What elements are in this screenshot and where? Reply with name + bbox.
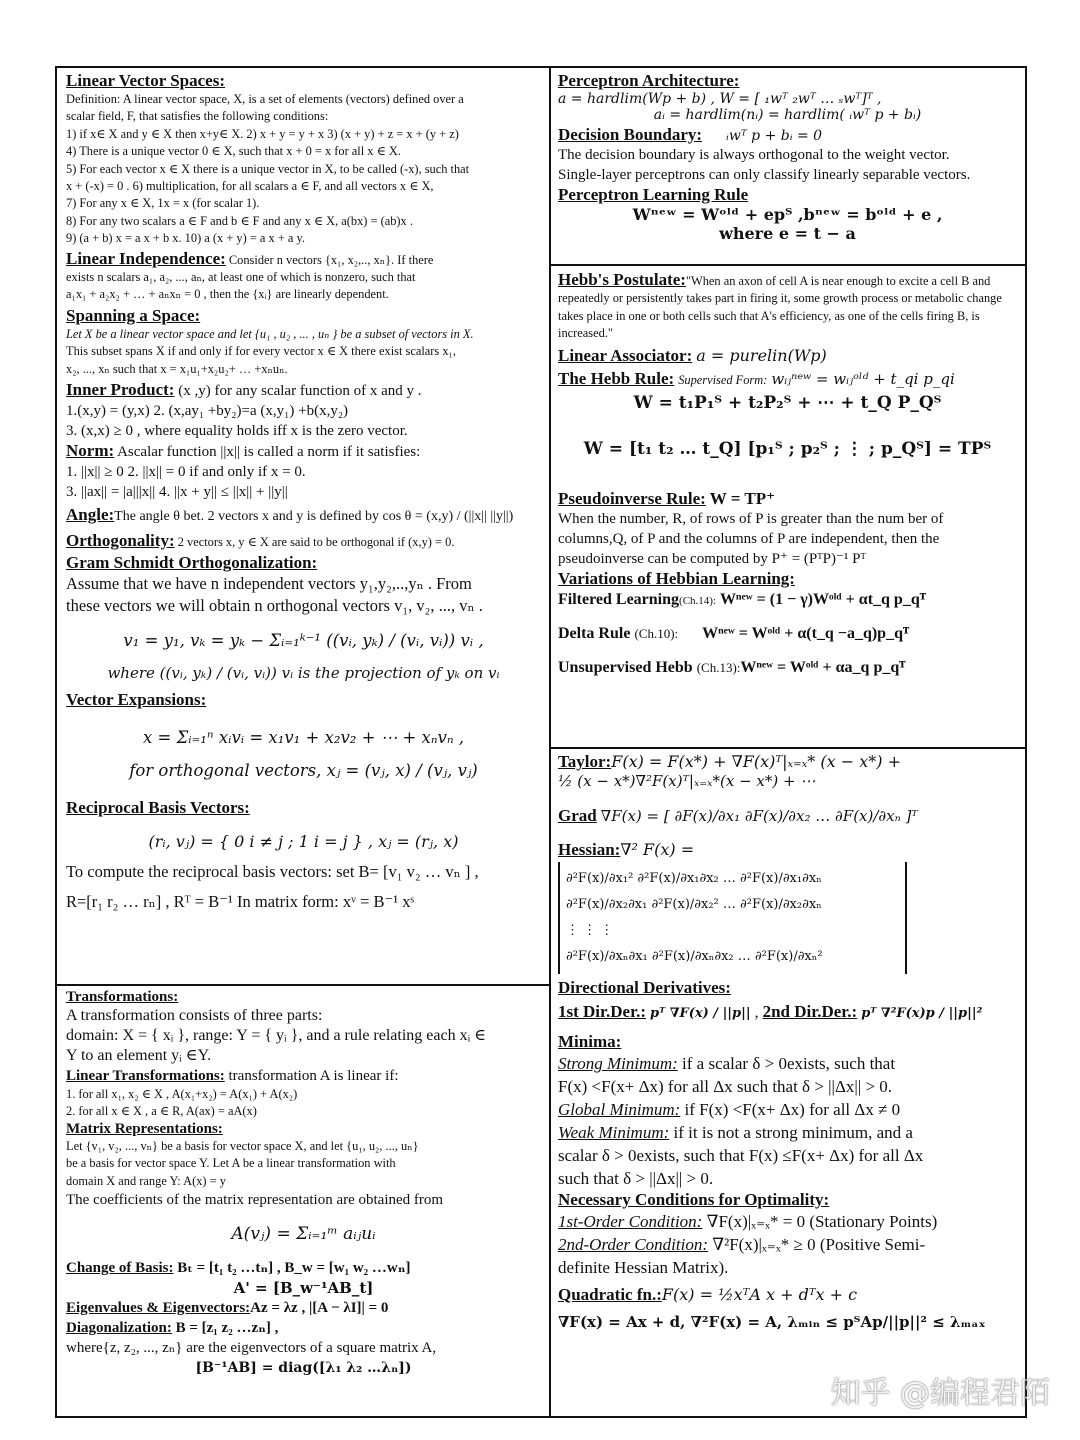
text-line: ∇²F(x)|ₓ₌ₓ* ≥ 0 (Positive Semi- [712, 1235, 926, 1254]
hebb-rule-heading: The Hebb Rule: [558, 368, 675, 388]
vector-spaces-panel [57, 68, 549, 986]
text-line: ∇F(x)|ₓ₌ₓ* = 0 (Stationary Points) [706, 1212, 938, 1231]
inner-product-heading: Inner Product: [66, 380, 175, 400]
text-line: 1. ||x|| ≥ 0 2. ||x|| = 0 if and only if x = 0. [66, 464, 306, 481]
angle-heading: Angle: [66, 505, 115, 525]
norm-heading: Norm: [66, 441, 115, 461]
text-line: if it is not a strong minimum, and a [673, 1123, 913, 1142]
transformations-panel [57, 986, 549, 1416]
text-line: The decision boundary is always orthogonal to the weight vector. [558, 147, 950, 163]
perceptron-panel [549, 68, 1025, 266]
cheat-sheet [55, 66, 1027, 1418]
left-column [57, 68, 551, 1416]
text-line: a₁x₁ + a₂x₂ + … + aₙxₙ = 0 , then the {xᵢ} are linearly dependent. [66, 287, 389, 302]
unsupervised-hebb-label: Unsupervised Hebb [558, 659, 693, 677]
orthogonal-coefficient-equation: for orthogonal vectors, xⱼ = (vⱼ, x) / (vⱼ, vⱼ) [129, 760, 478, 780]
minima-heading: Minima: [558, 1032, 622, 1051]
delta-rule-label: Delta Rule [558, 625, 631, 643]
vector-expansions-heading: Vector Expansions: [66, 689, 207, 709]
text-line: x + (-x) = 0 . 6) multiplication, for all scalars a ∈ F, and all vectors x ∈ X, [66, 179, 434, 194]
first-dir-der-label: 1st Dir.Der.: [558, 1002, 646, 1021]
inner-product-section [66, 380, 541, 441]
unsupervised-hebb-equation: Wⁿᵉʷ = Wᵒˡᵈ + αa_q p_qᵀ [740, 659, 906, 677]
perceptron-learning-rule-heading: Perceptron Learning Rule [558, 185, 749, 204]
matrix-representations-text [66, 1138, 541, 1190]
second-order-label: 2nd-Order Condition: [558, 1235, 709, 1254]
gradient-equation: ∇F(x) = [ ∂F(x)/∂x₁ ∂F(x)/∂x₂ … ∂F(x)/∂xₙ ]ᵀ [600, 807, 918, 825]
text-line: these vectors we will obtain n orthogonal vectors v₁, v₂, ..., vₙ . [66, 595, 483, 615]
hebb-sum-equation: W = t₁P₁ᵀ + t₂P₂ᵀ + ⋯ + t_Q P_Qᵀ [633, 393, 942, 414]
optimality-heading: Necessary Conditions for Optimality: [558, 1190, 830, 1209]
optimization-panel: Taylor:F(x) = F(x*) + ∇F(x)ᵀ|ₓ₌ₓ* (x − x*) + ½ (x − x*)∇²F(x)ᵀ|ₓ₌ₓ*(x − x*) + ⋯ Grad ∇F(x) = [ ∂F(x)/∂x₁ ∂F(x)/∂x₂ … ∂F(x)/∂xₙ ]ᵀ Hessian:∇² F(x) = ∂²F(x)/∂x₁² ∂²F(x)/∂x₁∂x₂ … ∂²F(x)/∂x₁∂xₙ ∂²F(x)/∂x₂∂x₁ ∂²F(x)/∂x₂² … ∂²F(x)/∂x₂∂xₙ ⋮ ⋮ ⋮ ∂²F(x)/∂xₙ∂x₁ ∂²F(x)/∂xₙ∂x₂ … ∂²F(x)/∂xₙ² Directional Derivatives: 1st Dir.Der.: pᵀ ∇F(x) / ||p|| , 2nd Dir.Der.: pᵀ ∇²F(x)p / ||p||² Minima: Strong Minimum: if a scalar δ > 0exists, such that F(x) <F(x+ Δx) for all Δx such that δ > ||Δx|| > 0. Global Minimum: if F(x) <F(x+ Δx) for all Δx ≠ 0 Weak Minimum: if it is not a strong minimum, and a scalar δ > 0exists, such that F(x) ≤F(x+ Δx) for all Δx such that δ > ||Δx|| > 0. Necessary Conditions for Optimality: 1st-Order Condition: ∇F(x)|ₓ₌ₓ* = 0 (Stationary Points) 2nd-Order Condition: ∇²F(x)|ₓ₌ₓ* ≥ 0 (Positive Semi- definite Hessian Matrix). Quadratic fn.:F(x) = ½xᵀA x + dᵀx + c ∇F(x) = Ax + d, ∇²F(x) = A, λₘᵢₙ ≤ pᵀAp/||p||² ≤ λₘₐₓ [549, 749, 1025, 1416]
diagonalization-heading: Diagonalization: [66, 1320, 172, 1337]
reciprocal-basis-heading: Reciprocal Basis Vectors: [66, 797, 250, 817]
pseudoinverse-heading: Pseudoinverse Rule: [558, 489, 706, 509]
strong-minimum-label: Strong Minimum: [558, 1054, 678, 1073]
text-line: Ascalar function ||x|| is called a norm if it satisfies: [117, 444, 421, 461]
second-dir-der-label: 2nd Dir.Der.: [762, 1002, 858, 1021]
text-line: be a basis for vector space Y. Let A be a linear transformation with [66, 1156, 396, 1171]
hessian-row: ∂²F(x)/∂x₁² ∂²F(x)/∂x₁∂x₂ … ∂²F(x)/∂x₁∂xₙ [566, 871, 822, 886]
hebbs-postulate-heading: Hebb's Postulate: [558, 270, 686, 289]
filtered-learning-equation: Wⁿᵉʷ = (1 − γ)Wᵒˡᵈ + αt_q p_qᵀ [720, 591, 926, 609]
hebbian-variations-heading: Variations of Hebbian Learning: [558, 569, 795, 589]
first-order-label: 1st-Order Condition: [558, 1212, 703, 1231]
text-line: F(x) <F(x+ Δx) for all Δx such that δ > ||Δx|| > 0. [558, 1077, 893, 1096]
spanning-heading: Spanning a Space: [66, 305, 201, 325]
text-line: Let {v₁, v₂, ..., vₙ} be a basis for vector space X, and let {u₁, u₂, ..., uₙ} [66, 1138, 419, 1153]
quadratic-equation: F(x) = ½xᵀA x + dᵀx + c [661, 1285, 858, 1304]
text-line: 9) (a + b) x = a x + b x. 10) a (x + y) = a x + a y. [66, 231, 305, 246]
hessian-row: ∂²F(x)/∂xₙ∂x₁ ∂²F(x)/∂xₙ∂x₂ … ∂²F(x)/∂xₙ² [566, 949, 823, 964]
text-line: 4) There is a unique vector 0 ∈ X, such that x + 0 = x for all x ∈ X. [66, 144, 401, 159]
hessian-row: ⋮ ⋮ ⋮ [566, 923, 614, 938]
chapter-ref: (Ch.10): [634, 626, 679, 642]
reciprocal-basis-text [66, 861, 541, 913]
text-line: The angle θ bet. 2 vectors x and y is defined by cos θ = (x,y) / (||x|| ||y||) [114, 509, 514, 525]
chapter-ref: (Ch.13): [696, 660, 741, 676]
supervised-form-label: Supervised Form: [678, 372, 768, 387]
pseudoinverse-text [558, 509, 1017, 569]
perceptron-learning-equation: Wⁿᵉʷ = Wᵒˡᵈ + epᵀ ,bⁿᵉʷ = bᵒˡᵈ + e , [632, 205, 943, 224]
angle-section [66, 506, 541, 525]
hebb-matrix-equation: W = [t₁ t₂ … t_Q] [p₁ᵀ ; p₂ᵀ ; ⋮ ; p_Qᵀ] = TPᵀ [583, 439, 992, 460]
text-line: transformation A is linear if: [228, 1068, 399, 1084]
text-line: if F(x) <F(x+ Δx) for all Δx ≠ 0 [684, 1100, 901, 1119]
text-line: When the number, R, of rows of P is greater than the num ber of [558, 511, 944, 528]
text-line: 7) For any x ∈ X, 1x = x (for scalar 1). [66, 196, 260, 211]
linear-associator-heading: Linear Associator: [558, 345, 693, 365]
taylor-equation-continued: ½ (x − x*)∇²F(x)ᵀ|ₓ₌ₓ*(x − x*) + ⋯ [558, 772, 816, 790]
hebbs-postulate-section [558, 271, 1017, 343]
change-of-basis-heading: Change of Basis: [66, 1260, 174, 1277]
matrix-representations-heading: Matrix Representations: [66, 1120, 223, 1137]
hessian-heading: Hessian: [558, 840, 621, 859]
minima-text [558, 1052, 1017, 1190]
gradient-heading: Grad [558, 806, 597, 825]
perceptron-equation: a = hardlim(Wp + b) , W = [ ₁wᵀ ₂wᵀ … ₛwᵀ]ᵀ , [558, 91, 882, 107]
text-line: definite Hessian Matrix). [558, 1258, 729, 1277]
pseudoinverse-equation: W = TP⁺ [709, 489, 776, 509]
text-line: x₂, ..., xₙ such that x = x₁u₁+x₂u₂+ … +xₙuₙ. [66, 361, 288, 376]
text-line: Assume that we have n independent vectors y₁,y₂,..,yₙ . From [66, 573, 472, 593]
reciprocal-basis-equation: (rᵢ, vⱼ) = { 0 i ≠ j ; 1 i = j } , xⱼ = (rⱼ, x) [148, 831, 459, 851]
text-line: Consider n vectors {x₁, x₂,.., xₙ}. If there [228, 252, 434, 267]
taylor-heading: Taylor: [558, 752, 612, 771]
eigen-heading: Eigenvalues & Eigenvectors: [66, 1300, 251, 1317]
filtered-learning-label: Filtered Learning [558, 591, 680, 609]
text-line: To compute the reciprocal basis vectors: set B= [v₁ v₂ … vₙ ] , [66, 861, 479, 881]
text-line: 1. for all x₁, x₂ ∈ X , A(x₁+x₂) = A(x₁) + A(x₂) [66, 1087, 298, 1101]
text-line: 3. ||ax|| = |a|||x|| 4. ||x + y|| ≤ ||x|| + ||y|| [66, 484, 288, 501]
text-line: Y to an element yᵢ ∈Y. [66, 1047, 212, 1064]
text-line: if a scalar δ > 0exists, such that [682, 1054, 896, 1073]
text-line: [B⁻¹AB] = diag([λ₁ λ₂ …λₙ]) [195, 1360, 412, 1377]
gram-schmidt-heading: Gram Schmidt Orthogonalization: [66, 552, 318, 572]
decision-boundary-heading: Decision Boundary: [558, 125, 703, 144]
delta-rule-equation: Wⁿᵉʷ = Wᵒˡᵈ + α(t_q −a_q)p_qᵀ [702, 625, 910, 643]
text-line: 2. for all x ∈ X , a ∈ R, A(ax) = aA(x) [66, 1104, 257, 1119]
quadratic-heading: Quadratic fn.: [558, 1285, 662, 1304]
text-line: The coefficients of the matrix representation are obtained from [66, 1192, 444, 1209]
text-line: where{z, z₂, ..., zₙ} are the eigenvectors of a square matrix A, [66, 1340, 437, 1357]
text-line: exists n scalars a₁, a₂, ..., aₙ, at least one of which is nonzero, such that [66, 270, 416, 285]
second-dir-der-equation: pᵀ ∇²F(x)p / ||p||² [861, 1006, 983, 1021]
right-column [549, 68, 1025, 1416]
linear-associator-equation: a = purelin(Wp) [696, 345, 827, 365]
hebbs-postulate-text: "When an axon of cell A is near enough to excite a cell B and repeatedly or persistently takes part in firing it, some growth process or metabolic change takes place in one or both cells such that A's efficiency, as one of the cells firing B, is increased." [558, 274, 1002, 341]
linear-vector-spaces-heading: Linear Vector Spaces: [66, 71, 225, 90]
text-line: 1.(x,y) = (y,x) 2. (x,ay₁ +by₂)=a (x,y₁) +b(x,y₂) [66, 403, 349, 420]
text-line: This subset spans X if and only if for every vector x ∈ X there exist scalars x₁, [66, 344, 456, 359]
change-of-basis-matrix: A' = [B_w⁻¹AB_t] [233, 1279, 374, 1298]
text-line: 2 vectors x, y ∈ X are said to be orthogonal if (x,y) = 0. [177, 534, 455, 549]
text-line: 1) if x∈ X and y ∈ X then x+y∈ X. 2) x + y = y + x 3) (x + y) + z = x + (y + z) [66, 126, 459, 141]
text-line: A transformation consists of three parts: [66, 1007, 323, 1024]
linear-transformations-section [66, 1066, 541, 1121]
orthogonality-heading: Orthogonality: [66, 530, 175, 550]
first-dir-der-equation: pᵀ ∇F(x) / ||p|| [649, 1006, 751, 1021]
text-line: domain: X = { xᵢ }, range: Y = { yᵢ }, and a rule relating each xᵢ ∈ [66, 1027, 487, 1044]
linear-independence-heading: Linear Independence: [66, 248, 226, 268]
text-line: columns,Q, of P and the columns of P are independent, then the [558, 531, 940, 548]
eigen-equation: Az = λz , |[A − λI]| = 0 [250, 1300, 389, 1317]
global-minimum-label: Global Minimum: [558, 1100, 681, 1119]
text-line: 8) For any two scalars a ∈ F and b ∈ F and any x ∈ X, a(bx) = (ab)x . [66, 213, 413, 228]
text-line: R=[r₁ r₂ … rₙ] , Rᵀ = B⁻¹ In matrix form: xᵛ = B⁻¹ xˢ [66, 891, 415, 911]
linear-transformations-heading: Linear Transformations: [66, 1068, 225, 1084]
orthogonality-section [66, 532, 541, 551]
perceptron-output-equation: aᵢ = hardlim(nᵢ) = hardlim( ᵢwᵀ p + bᵢ) [653, 107, 922, 123]
hessian-label: ∇² F(x) = [620, 840, 695, 859]
vector-expansion-equation: x = Σᵢ₌₁ⁿ xᵢvᵢ = x₁v₁ + x₂v₂ + ⋯ + xₙvₙ , [142, 727, 465, 747]
text-line: Definition: A linear vector space, X, is a set of elements (vectors) defined over a [66, 92, 464, 106]
perceptron-error-equation: where e = t − a [719, 224, 856, 243]
transformations-heading: Transformations: [66, 989, 179, 1005]
text-line: such that δ > ||Δx|| > 0. [558, 1169, 714, 1188]
text-line: (x ,y) for any scalar function of x and y . [178, 383, 422, 400]
change-of-basis-equation: Bₜ = [t₁ t₂ …tₙ] , B_w = [w₁ w₂ …wₙ] [177, 1260, 411, 1277]
perceptron-architecture-heading: Perceptron Architecture: [558, 71, 740, 90]
text-line: scalar field, F, that satisfies the following conditions: [66, 109, 329, 124]
linear-independence-section [66, 250, 541, 304]
hessian-matrix [558, 862, 907, 974]
linear-vector-spaces-text [66, 91, 541, 248]
gram-schmidt-equation: v₁ = y₁, vₖ = yₖ − Σᵢ₌₁ᵏ⁻¹ ((vᵢ, yₖ) / (vᵢ, vᵢ)) vᵢ , [123, 630, 484, 650]
hebb-rule-equation: wᵢⱼⁿᵉʷ = wᵢⱼᵒˡᵈ + t_qi p_qi [771, 369, 955, 388]
weak-minimum-label: Weak Minimum: [558, 1123, 670, 1142]
gram-schmidt-where: where ((vᵢ, yₖ) / (vᵢ, vᵢ)) vᵢ is the projection of yₖ on vᵢ [107, 663, 500, 682]
text-line: Let X be a linear vector space and let {u₁ , u₂ , ... , uₙ } be a subset of vectors in X. [66, 326, 474, 341]
text-line: scalar δ > 0exists, such that F(x) ≤F(x+ Δx) for all Δx [558, 1146, 924, 1165]
transformations-text [66, 1006, 541, 1066]
text-line: pseudoinverse can be computed by P⁺ = (PᵀP)⁻¹ Pᵀ [558, 551, 866, 568]
gram-schmidt-text [66, 573, 541, 617]
hessian-row: ∂²F(x)/∂x₂∂x₁ ∂²F(x)/∂x₂² … ∂²F(x)/∂x₂∂xₙ [566, 897, 822, 912]
diagonalization-section [66, 1318, 541, 1378]
norm-section [66, 441, 541, 502]
text-line: 3. (x,x) ≥ 0 , where equality holds iff x is the zero vector. [66, 423, 408, 440]
eigen-section [66, 1298, 541, 1318]
chapter-ref: (Ch.14): [679, 595, 717, 608]
spanning-text [66, 326, 541, 378]
hebb-panel [549, 266, 1025, 749]
decision-boundary-text [558, 145, 1017, 185]
quadratic-gradient-equation: ∇F(x) = Ax + d, ∇²F(x) = A, λₘᵢₙ ≤ pᵀAp/||p||² ≤ λₘₐₓ [558, 1313, 986, 1331]
text-line: 5) For each vector x ∈ X there is a unique vector in X, to be called (-x), such that [66, 161, 470, 176]
watermark-text: 知乎 @编程君陌 [830, 1376, 1050, 1411]
decision-boundary-equation: ᵢwᵀ p + bᵢ = 0 [726, 128, 823, 144]
change-of-basis-section [66, 1258, 541, 1298]
diagonalization-equation: B = [z₁ z₂ …zₙ] , [175, 1320, 279, 1337]
matrix-representation-equation: A(vⱼ) = Σᵢ₌₁ᵐ aᵢⱼuᵢ [231, 1224, 376, 1245]
text-line: Single-layer perceptrons can only classify linearly separable vectors. [558, 167, 971, 183]
optimality-text [558, 1210, 1017, 1279]
taylor-equation: F(x) = F(x*) + ∇F(x)ᵀ|ₓ₌ₓ* (x − x*) + [611, 752, 901, 771]
directional-derivatives-heading: Directional Derivatives: [558, 978, 731, 997]
text-line: domain X and range Y: A(x) = y [66, 1173, 226, 1188]
